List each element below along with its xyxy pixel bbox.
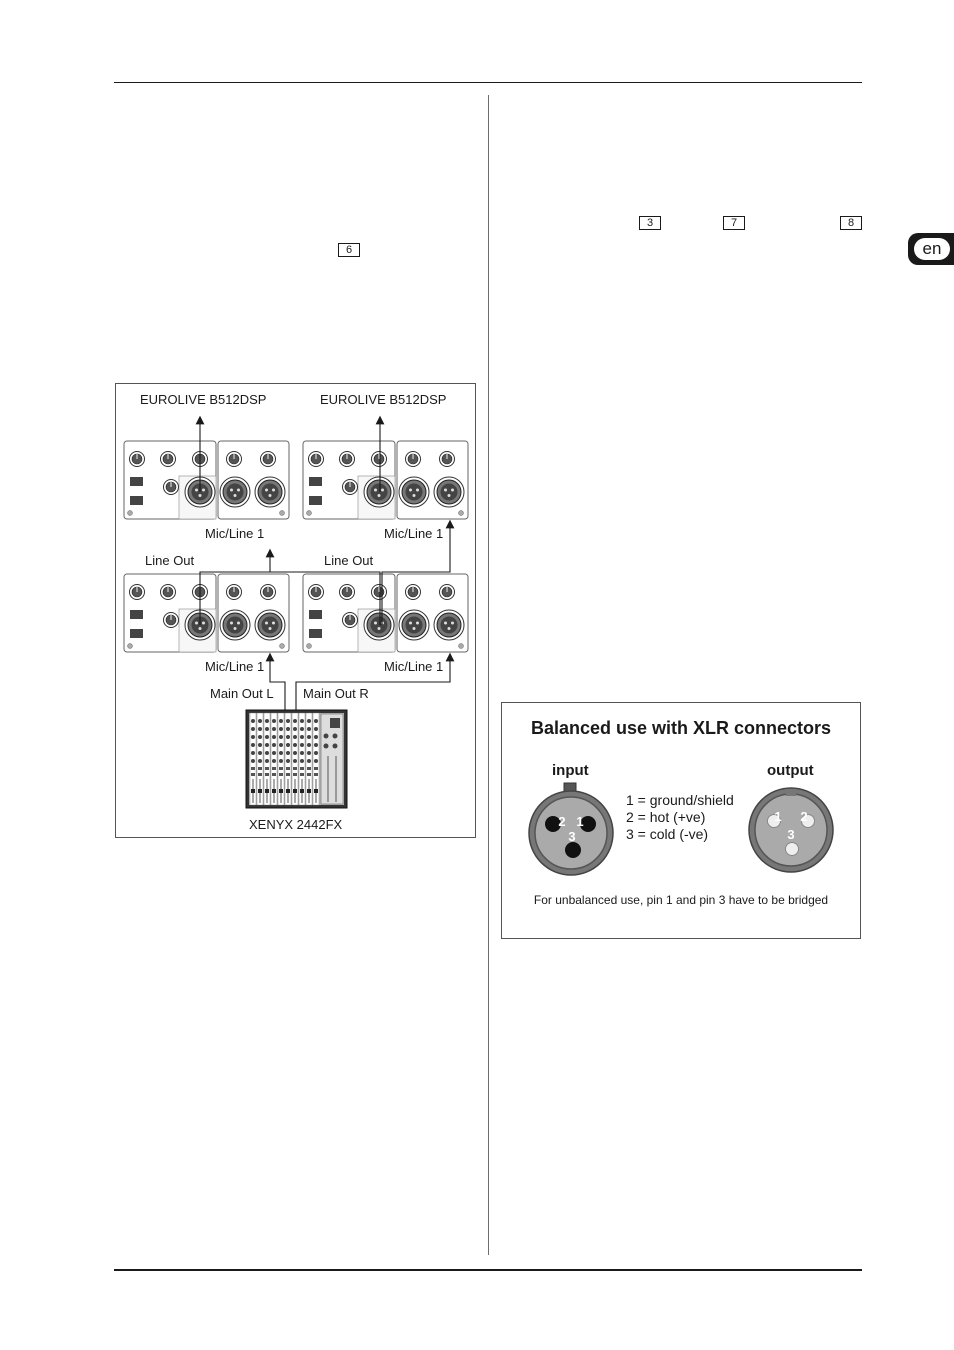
label-mic-line-bottom-right: Mic/Line 1 bbox=[384, 659, 444, 674]
pin-legend-1: 1 = ground/shield bbox=[626, 792, 734, 808]
language-code: en bbox=[914, 238, 950, 260]
language-tab[interactable] bbox=[908, 233, 954, 265]
label-mic-line-top-left: Mic/Line 1 bbox=[205, 526, 265, 541]
ref-box-8: 8 bbox=[840, 216, 862, 230]
speaker-panel-bottom-right bbox=[303, 574, 468, 652]
label-line-out-left: Line Out bbox=[145, 553, 195, 568]
xlr-connector-box bbox=[501, 702, 861, 939]
ref-box-3: 3 bbox=[639, 216, 661, 230]
label-main-out-r: Main Out R bbox=[303, 686, 369, 701]
ref-box-6: 6 bbox=[338, 243, 360, 257]
pin-label-input-3: 3 bbox=[568, 829, 576, 844]
xlr-output-label: output bbox=[767, 762, 814, 779]
footer-rule bbox=[114, 1269, 862, 1271]
pin-label-output-2: 2 bbox=[800, 809, 808, 824]
column-divider bbox=[488, 95, 489, 1255]
label-mic-line-top-right: Mic/Line 1 bbox=[384, 526, 444, 541]
mixer-drawing bbox=[246, 710, 347, 808]
pin-legend-3: 3 = cold (-ve) bbox=[626, 826, 709, 842]
label-speaker-left: EUROLIVE B512DSP bbox=[140, 392, 267, 407]
label-mic-line-bottom-left: Mic/Line 1 bbox=[205, 659, 265, 674]
label-mixer: XENYX 2442FX bbox=[249, 817, 343, 832]
xlr-input-label: input bbox=[552, 762, 589, 779]
xlr-unbalanced-note: For unbalanced use, pin 1 and pin 3 have to be bridged bbox=[533, 893, 829, 907]
speaker-panel-bottom-left bbox=[124, 574, 289, 652]
pin-label-input-1: 1 bbox=[576, 814, 584, 829]
label-speaker-right: EUROLIVE B512DSP bbox=[320, 392, 447, 407]
pin-legend-2: 2 = hot (+ve) bbox=[626, 809, 706, 825]
wiring-drawing bbox=[116, 384, 475, 837]
speaker-panel-top-right bbox=[303, 441, 468, 519]
pin-label-output-3: 3 bbox=[787, 827, 795, 842]
pin-label-input-2: 2 bbox=[558, 814, 566, 829]
label-line-out-right: Line Out bbox=[324, 553, 374, 568]
pin-label-output-1: 1 bbox=[774, 809, 782, 824]
wiring-diagram bbox=[115, 383, 476, 838]
xlr-title: Balanced use with XLR connectors bbox=[530, 718, 832, 738]
header-rule bbox=[114, 82, 862, 83]
label-main-out-l: Main Out L bbox=[210, 686, 274, 701]
ref-box-7: 7 bbox=[723, 216, 745, 230]
speaker-panel-top-left bbox=[124, 441, 289, 519]
